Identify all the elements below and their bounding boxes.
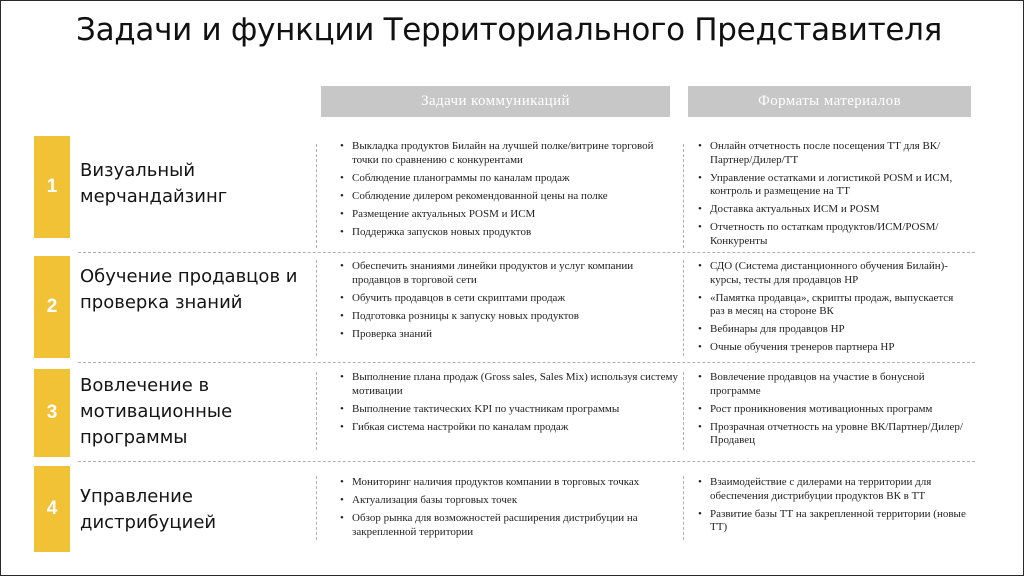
list-item: • Соблюдение дилером рекомендованной цены на полке — [338, 190, 678, 204]
formats-list — [696, 476, 966, 539]
list-item: • Выполнение тактических KPI по участникам программы — [338, 403, 678, 417]
list-item: • Обзор рынка для возможностей расширения дистрибуции на закрепленной территории — [338, 512, 678, 539]
row-number-badge: 2 — [34, 256, 70, 358]
list-item: • Размещение актуальных POSM и ИСМ — [338, 208, 678, 222]
row-title — [80, 264, 297, 316]
formats-list — [696, 140, 966, 253]
list-item: • Очные обучения тренеров партнера НР — [696, 341, 966, 355]
row-title-line: программы — [80, 427, 188, 448]
row-divider — [78, 252, 975, 253]
list-item: • Актуализация базы торговых точек — [338, 494, 678, 508]
tasks-list — [338, 260, 678, 346]
list-item: • Управление остатками и логистикой POSM и ИСМ, контроль и размещение на ТТ — [696, 172, 966, 199]
row-title-line: Обучение продавцов и — [80, 266, 298, 287]
list-item: • Мониторинг наличия продуктов компании в торговых точках — [338, 476, 678, 490]
tasks-list — [338, 476, 678, 544]
row-divider — [78, 362, 975, 363]
row-title — [80, 158, 227, 210]
tasks-column-header: Задачи коммуникаций — [321, 86, 670, 117]
row-title — [80, 373, 232, 451]
tasks-list — [338, 140, 678, 244]
list-item: • Вебинары для продавцов НР — [696, 323, 966, 337]
row-title-line: проверка знаний — [80, 292, 243, 313]
list-item: • Онлайн отчетность после посещения ТТ для ВК/Партнер/Дилер/ТТ — [696, 140, 966, 167]
list-item: • Гибкая система настройки по каналам продаж — [338, 421, 678, 435]
list-item: • Проверка знаний — [338, 328, 678, 342]
column-divider — [316, 144, 317, 248]
row-title-line: Управление — [80, 486, 193, 507]
list-item: • Вовлечение продавцов на участие в бонусной программе — [696, 371, 966, 398]
list-item: • Обеспечить знаниями линейки продуктов и услуг компании продавцов в торговой сети — [338, 260, 678, 287]
list-item: • Поддержка запусков новых продуктов — [338, 226, 678, 240]
row-divider — [78, 461, 975, 462]
list-item: • СДО (Система дистанционного обучения Билайн)- курсы, тесты для продавцов НР — [696, 260, 966, 287]
list-item: • Обучить продавцов в сети скриптами продаж — [338, 292, 678, 306]
list-item: • Соблюдение планограммы по каналам продаж — [338, 172, 678, 186]
row-title — [80, 484, 216, 536]
slide-title: Задачи и функции Территориального Представителя — [76, 12, 942, 48]
column-divider — [683, 144, 684, 248]
formats-list — [696, 371, 966, 452]
column-divider — [316, 372, 317, 450]
list-item: • Доставка актуальных ИСМ и POSM — [696, 203, 966, 217]
row-title-line: Визуальный — [80, 160, 196, 181]
formats-column-header: Форматы материалов — [688, 86, 971, 117]
row-number-badge: 1 — [34, 136, 70, 238]
column-divider — [316, 476, 317, 540]
row-title-line: мотивационные — [80, 401, 233, 422]
list-item: • Развитие базы ТТ на закрепленной территории (новые ТТ) — [696, 508, 966, 535]
list-item: • Подготовка розницы к запуску новых продуктов — [338, 310, 678, 324]
row-number-badge: 3 — [34, 369, 70, 457]
column-divider — [683, 260, 684, 356]
list-item: • Рост проникновения мотивационных программ — [696, 403, 966, 417]
list-item: • Прозрачная отчетность на уровне ВК/Партнер/Дилер/Продавец — [696, 421, 966, 448]
formats-list — [696, 260, 966, 359]
row-title-line: мерчандайзинг — [80, 186, 228, 207]
column-divider — [683, 476, 684, 540]
list-item: • Отчетность по остаткам продуктов/ИСМ/POSM/Конкуренты — [696, 221, 966, 248]
row-title-line: дистрибуцией — [80, 512, 217, 533]
column-divider — [316, 260, 317, 356]
column-divider — [683, 372, 684, 450]
tasks-list — [338, 371, 678, 439]
row-title-line: Вовлечение в — [80, 375, 210, 396]
list-item: • Выкладка продуктов Билайн на лучшей полке/витрине торговой точки по сравнению с конкурентами — [338, 140, 678, 167]
list-item: • Выполнение плана продаж (Gross sales, Sales Mix) используя систему мотивации — [338, 371, 678, 398]
row-number-badge: 4 — [34, 466, 70, 552]
list-item: • «Памятка продавца», скрипты продаж, выпускается раз в месяц на стороне ВК — [696, 292, 966, 319]
list-item: • Взаимодействие с дилерами на территории для обеспечения дистрибуции продуктов ВК в ТТ — [696, 476, 966, 503]
